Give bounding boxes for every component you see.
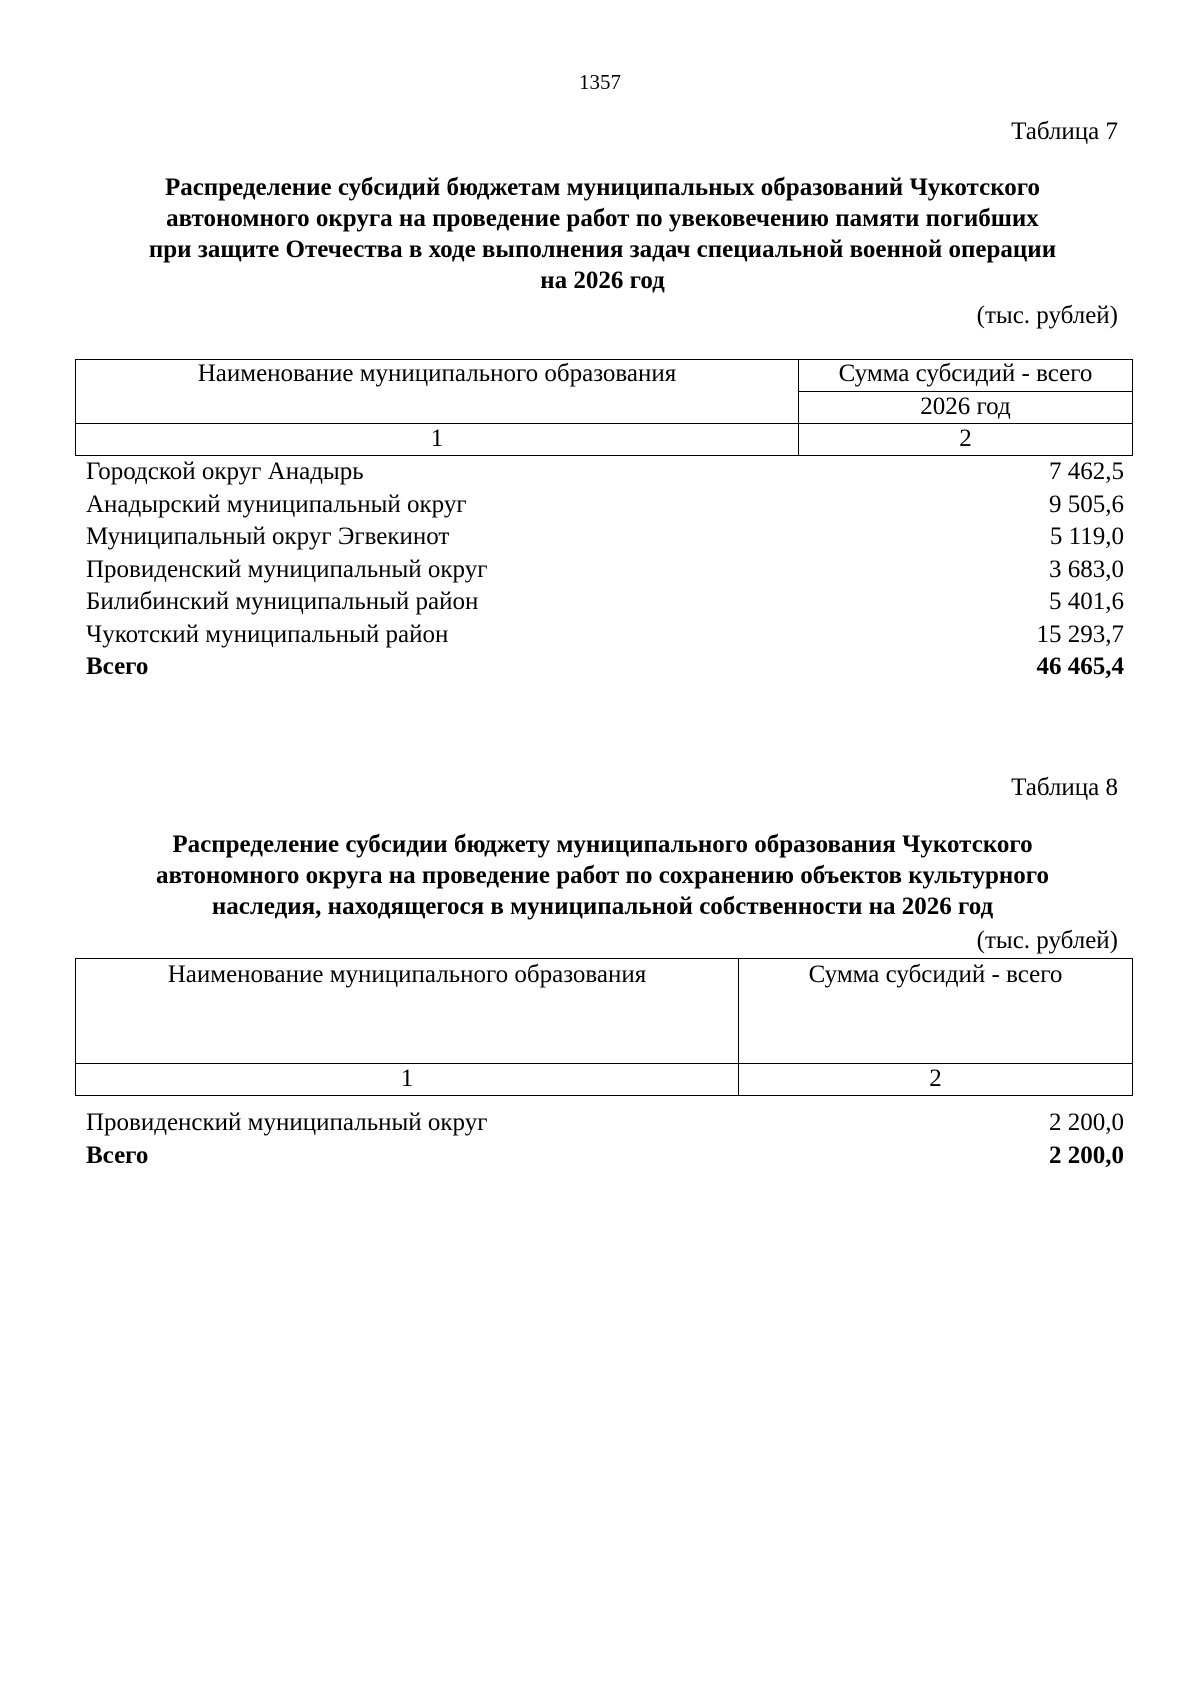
row-name: Провиденский муниципальный округ — [86, 1109, 488, 1136]
title-line: наследия, находящегося в муниципальной собственности на 2026 год — [211, 893, 994, 920]
row-name: Провиденский муниципальный округ — [86, 555, 488, 583]
table-row — [86, 619, 1124, 652]
header-sum-column: Сумма субсидий - всего — [799, 360, 1133, 392]
row-value: 5 401,6 — [1049, 588, 1124, 615]
row-value: 7 462,5 — [1049, 458, 1124, 485]
title-line: автономного округа на проведение работ по сохранению объектов культурного — [156, 862, 1049, 889]
table-8-body — [86, 1107, 1124, 1172]
total-row — [86, 1140, 1124, 1173]
title-line: на 2026 год — [540, 267, 665, 294]
column-number-2: 2 — [799, 424, 1133, 456]
column-number-1: 1 — [76, 1064, 739, 1096]
total-value: 46 465,4 — [1036, 653, 1124, 680]
table-8-units: (тыс. рублей) — [976, 927, 1118, 954]
table-7-title — [80, 172, 1125, 296]
title-line: Распределение субсидии бюджету муниципального образования Чукотского — [172, 831, 1033, 858]
total-value: 2 200,0 — [1049, 1141, 1124, 1169]
table-8-label: Таблица 8 — [1011, 774, 1118, 801]
table-row — [86, 554, 1124, 587]
total-label: Всего — [86, 653, 149, 680]
row-value: 3 683,0 — [1049, 555, 1124, 583]
row-name: Городской округ Анадырь — [86, 458, 364, 485]
table-row — [86, 456, 1124, 489]
row-value: 9 505,6 — [1049, 490, 1124, 518]
row-name: Чукотский муниципальный район — [86, 620, 449, 648]
row-value: 5 119,0 — [1049, 523, 1124, 550]
table-row — [86, 521, 1124, 554]
table-7-units: (тыс. рублей) — [976, 302, 1118, 329]
table-row — [86, 1107, 1124, 1140]
header-name-column: Наименование муниципального образования — [76, 959, 739, 1064]
total-row — [86, 651, 1124, 684]
title-line: Распределение субсидий бюджетам муниципальных образований Чукотского — [164, 174, 1041, 201]
row-name: Билибинский муниципальный район — [86, 588, 479, 615]
table-row — [86, 489, 1124, 522]
table-7-body — [86, 456, 1124, 684]
table-8-header — [75, 958, 1133, 1096]
title-line: автономного округа на проведение работ по увековечению памяти погибших — [166, 205, 1039, 232]
table-8-title — [80, 829, 1125, 922]
page-number: 1357 — [579, 70, 621, 94]
row-value: 2 200,0 — [1049, 1109, 1124, 1136]
total-label: Всего — [86, 1141, 149, 1169]
table-row — [86, 586, 1124, 619]
row-name: Муниципальный округ Эгвекинот — [86, 523, 450, 550]
row-name: Анадырский муниципальный округ — [86, 490, 467, 518]
row-value: 15 293,7 — [1036, 620, 1124, 648]
title-line: при защите Отечества в ходе выполнения задач специальной военной операции — [148, 236, 1057, 263]
column-number-1: 1 — [76, 424, 799, 456]
header-year: 2026 год — [799, 392, 1133, 424]
header-name-column: Наименование муниципального образования — [76, 360, 799, 424]
header-sum-column: Сумма субсидий - всего — [739, 959, 1133, 1064]
table-7-header — [75, 359, 1133, 456]
column-number-2: 2 — [739, 1064, 1133, 1096]
table-7-label: Таблица 7 — [1011, 118, 1118, 145]
